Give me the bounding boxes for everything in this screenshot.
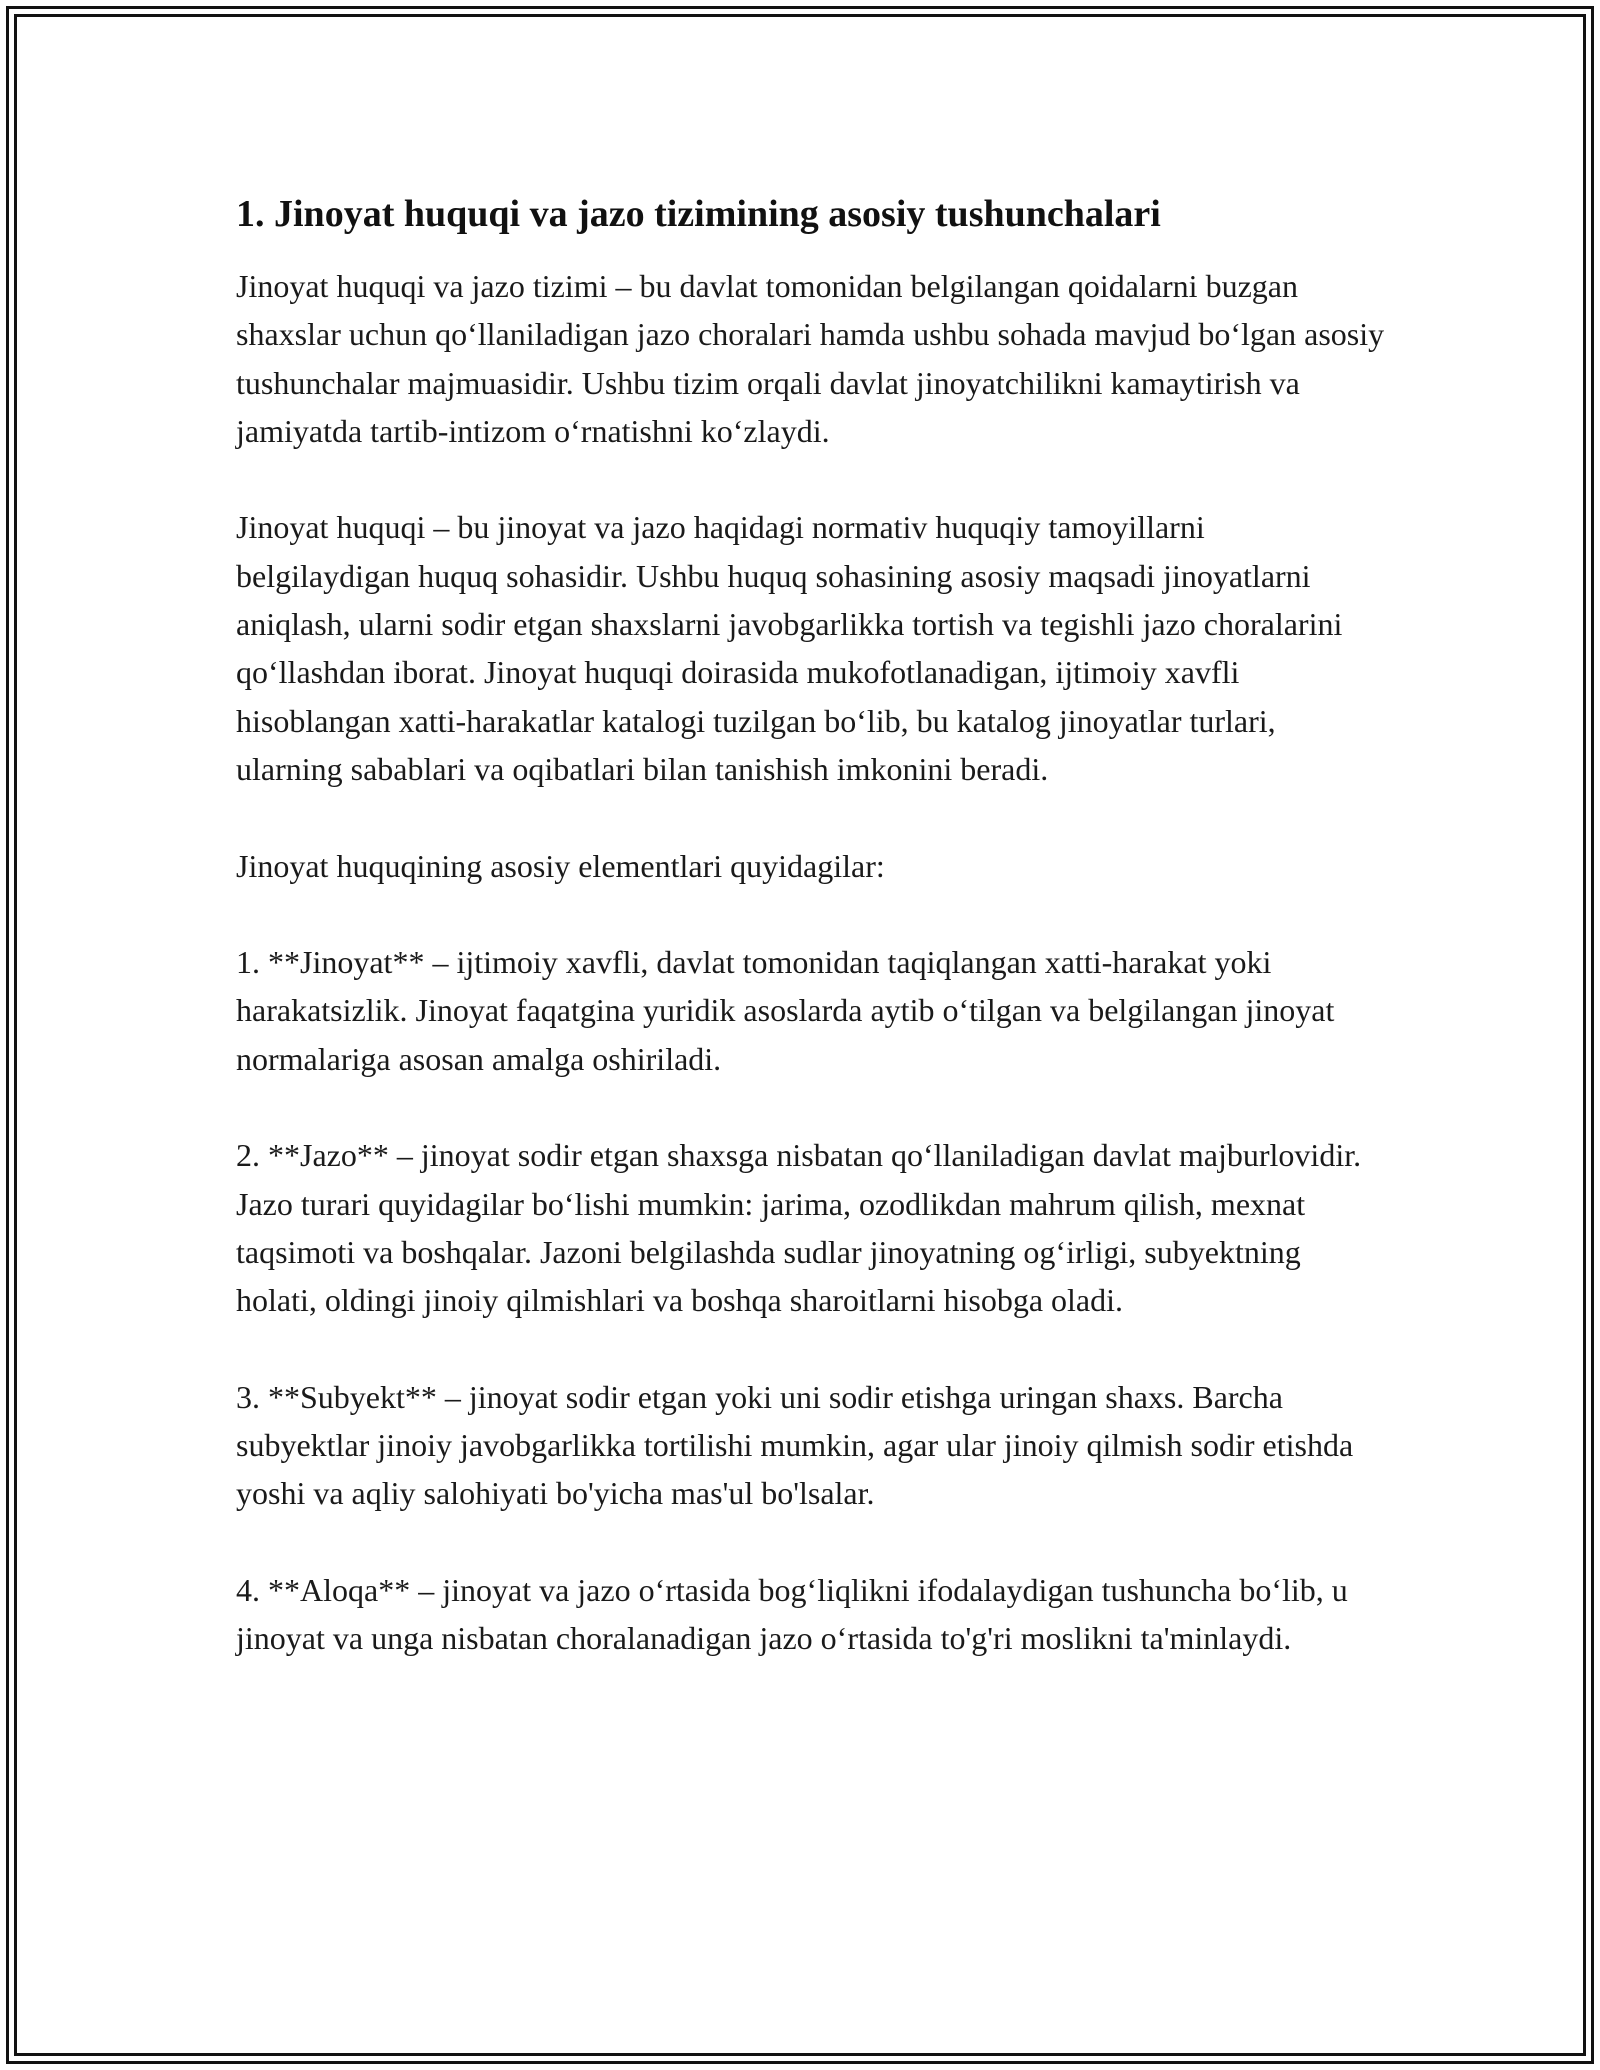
paragraph-definition: Jinoyat huquqi – bu jinoyat va jazo haqidagi normativ huquqiy tamoyillarni belgilaydigan huquq sohasidir. Ushbu huquq sohasining asosiy maqsadi jinoyatlarni aniqlash, ularni sodir etgan shaxslarni javobgarlikka tortish va tegishli jazo choralarini qo‘llashdan iborat. Jinoyat huquqi doirasida mukofotlanadigan, ijtimoiy xavfli hisoblangan xatti-harakatlar katalogi tuzilgan bo‘lib, bu katalog jinoyatlar turlari, ularning sabablari va oqibatlari bilan tanishish imkonini beradi. xyxy=(236,509,1343,787)
paragraph-elements-lead: Jinoyat huquqining asosiy elementlari quyidagilar: xyxy=(236,847,885,884)
list-item-jinoyat: 1. **Jinoyat** – ijtimoiy xavfli, davlat tomonidan taqiqlangan xatti-harakat yoki harakatsizlik. Jinoyat faqatgina yuridik asoslarda aytib o‘tilgan va belgilangan jinoyat normalariga asosan amalga oshiriladi. xyxy=(236,944,1335,1077)
document-body xyxy=(236,186,1386,1711)
paragraph-intro: Jinoyat huquqi va jazo tizimi – bu davlat tomonidan belgilangan qoidalarni buzgan shaxslar uchun qo‘llaniladigan jazo choralari hamda ushbu sohada mavjud bo‘lgan asosiy tushunchalar majmuasidir. Ushbu tizim orqali davlat jinoyatchilikni kamaytirish va jamiyatda tartib-intizom o‘rnatishni ko‘zlaydi. xyxy=(236,268,1385,449)
list-item-subyekt: 3. **Subyekt** – jinoyat sodir etgan yoki uni sodir etishga uringan shaxs. Barcha subyektlar jinoiy javobgarlikka tortilishi mumkin, agar ular jinoiy qilmish sodir etishda yoshi va aqliy salohiyati bo'yicha mas'ul bo'lsalar. xyxy=(236,1378,1354,1512)
list-item-aloqa: 4. **Aloqa** – jinoyat va jazo o‘rtasida bog‘liqlikni ifodalaydigan tushuncha bo‘lib, u jinoyat va unga nisbatan choralanadigan jazo o‘rtasida to'g'ri moslikni ta'minlaydi. xyxy=(236,1572,1348,1657)
list-item-jazo: 2. **Jazo** – jinoyat sodir etgan shaxsga nisbatan qo‘llaniladigan davlat majburlovidir. Jazo turari quyidagilar bo‘lishi mumkin: jarima, ozodlikdan mahrum qilish, mexnat taqsimoti va boshqalar. Jazoni belgilashda sudlar jinoyatning og‘irligi, subyektning holati, oldingi jinoiy qilmishlari va boshqa sharoitlarni hisobga oladi. xyxy=(236,1137,1362,1319)
section-heading: 1. Jinoyat huquqi va jazo tizimining asosiy tushunchalari xyxy=(236,193,1161,235)
